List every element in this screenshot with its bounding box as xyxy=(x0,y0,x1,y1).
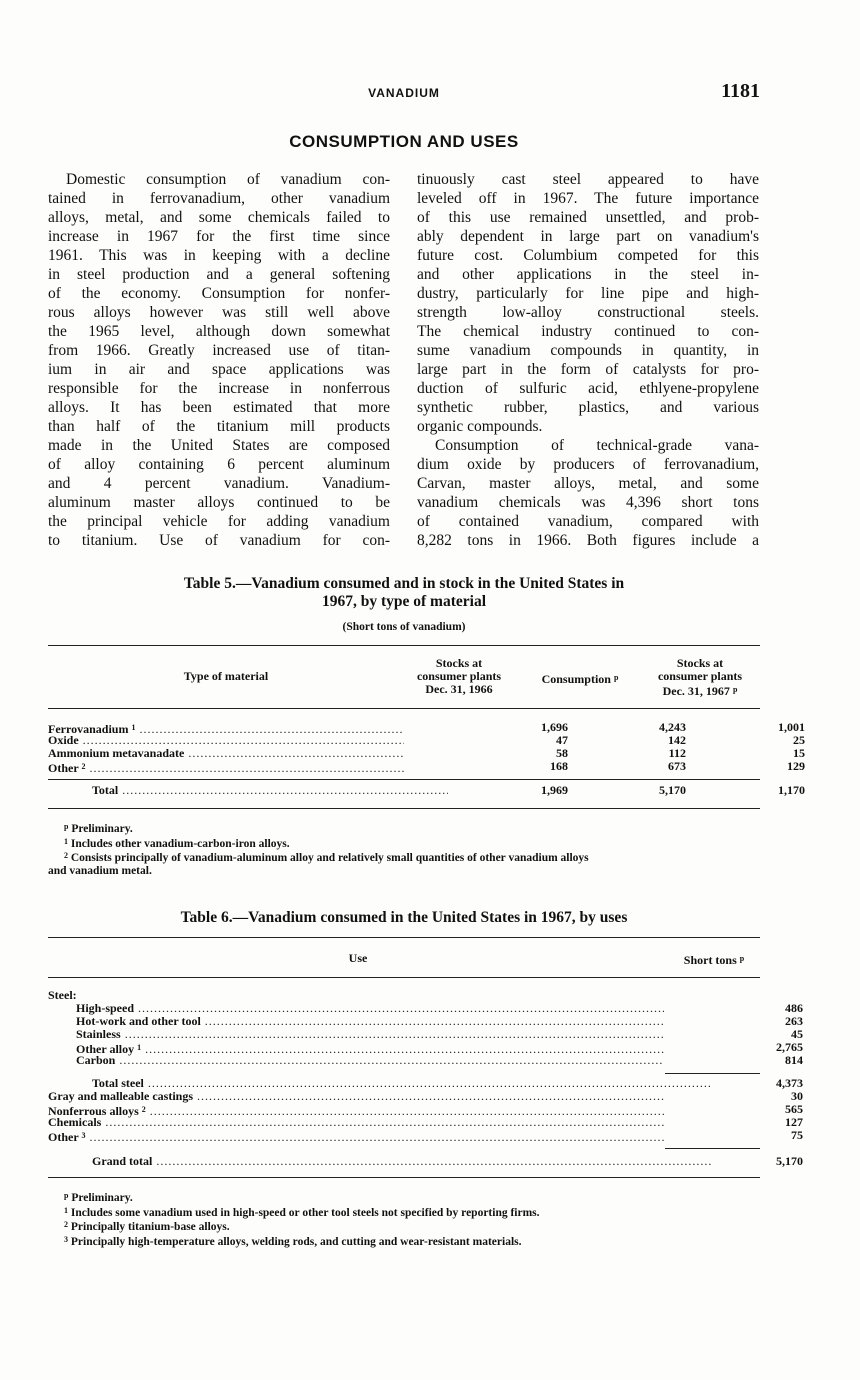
table6-row-label-text: High-speed xyxy=(76,1002,135,1015)
table6-steel-row xyxy=(48,1014,803,1028)
table6-steel-heading-text: Steel: xyxy=(48,988,77,1002)
table5-footnote-continuation: and vanadium metal. xyxy=(48,864,152,877)
table5-top-rule xyxy=(48,645,760,646)
table5-total-label-text: Total xyxy=(92,784,119,797)
table5-col-stocks-1966-l2: consumer plants xyxy=(416,669,502,683)
body-text-line: dustry, particularly for line pipe and high- xyxy=(417,285,759,302)
table5-row-consumption: 4,243 xyxy=(659,720,686,734)
table5-col-type: Type of material xyxy=(183,669,269,683)
table5-row-label-text: Oxide xyxy=(48,734,79,747)
table6-row xyxy=(48,1128,803,1144)
body-text-line: made in the United States are composed xyxy=(48,437,390,454)
table5-row-consumption: 142 xyxy=(668,733,686,747)
footnote-text: Preliminary. xyxy=(71,823,133,835)
footnote-mark: 1 xyxy=(64,1205,68,1215)
table6-grand-total-row xyxy=(48,1154,803,1168)
table6-row-label xyxy=(76,1015,664,1028)
table5-col-stocks-1966-l1: Stocks at xyxy=(435,656,483,670)
table5-row xyxy=(48,720,805,736)
table5-total-rule xyxy=(48,779,760,780)
table6-row-label-text: Chemicals xyxy=(48,1116,102,1129)
table6-caption: Table 6.—Vanadium consumed in the United States in 1967, by uses xyxy=(180,909,628,926)
table5-row-consumption: 673 xyxy=(668,759,686,773)
table6-steel-row xyxy=(48,1053,803,1067)
body-text-line: of this use remained unsettled, and prob- xyxy=(417,209,759,226)
table6-row-value: 2,765 xyxy=(776,1040,803,1054)
table5-col-consumption-label: Consumption xyxy=(541,672,611,686)
table6-footnote xyxy=(48,1234,760,1249)
table6-row-label xyxy=(48,1090,664,1103)
body-text-line: 8,282 tons in 1966. Both figures include a xyxy=(417,532,759,549)
table5-row-label xyxy=(48,760,404,775)
table5-total-label xyxy=(92,784,448,797)
table5-row xyxy=(48,733,805,747)
footnote-ref: 3 xyxy=(81,1131,86,1140)
table5-col-stocks-1966 xyxy=(398,657,520,696)
table6-steel-row xyxy=(48,1040,803,1056)
body-text-line: and other applications in the steel in- xyxy=(417,266,759,283)
body-text-line: of contained vanadium, compared with xyxy=(417,513,759,530)
body-text-line: synthetic rubber, plastics, and various xyxy=(417,399,759,416)
table5-row xyxy=(48,759,805,775)
body-text-line: of the economy. Consumption for nonfer- xyxy=(48,285,390,302)
table6-row-value: 565 xyxy=(785,1102,803,1116)
footnote-text: Principally high-temperature alloys, welding rods, and cutting and wear-resistant materials. xyxy=(70,1235,522,1248)
table5-row-stocks-1967: 129 xyxy=(787,759,805,773)
table6-footnote xyxy=(48,1205,760,1220)
footnote-mark: 2 xyxy=(64,1220,68,1229)
body-text-line: 1961. This was in keeping with a decline xyxy=(48,247,390,264)
body-text-line: the 1965 level, although down somewhat xyxy=(48,323,390,340)
table5-total-stocks-1967: 1,170 xyxy=(778,783,805,797)
table6-col-use: Use xyxy=(348,951,368,965)
table6-header-rule xyxy=(48,977,760,978)
table6-col-short-tons-label: Short tons xyxy=(683,953,737,967)
running-title: VANADIUM xyxy=(368,86,440,100)
table5-row-stocks-1966: 168 xyxy=(550,759,568,773)
table6-grandtotal-rule xyxy=(665,1148,760,1149)
table5-footnote xyxy=(48,850,760,865)
table6-grand-total-label xyxy=(92,1155,712,1168)
body-text-line: vanadium chemicals was 4,396 short tons xyxy=(417,494,759,511)
table5-col-stocks-1967-l1: Stocks at xyxy=(676,656,724,670)
table6-row-value: 75 xyxy=(791,1128,803,1142)
body-text-line: ably dependent in large part on vanadium's xyxy=(417,228,759,245)
body-text-line: large part in the form of catalysts for pro- xyxy=(417,361,759,378)
footnote-mark: 1 xyxy=(64,836,68,846)
table6-total-steel-row xyxy=(48,1076,803,1090)
table5-caption-line2: 1967, by type of material xyxy=(321,593,486,610)
table5-row-stocks-1967: 15 xyxy=(793,746,805,760)
body-column-right xyxy=(417,170,759,550)
table5-row-label-text: Ferrovanadium xyxy=(48,722,129,736)
table5-col-stocks-1967-l3-wrap xyxy=(640,683,760,698)
table5-row-stocks-1966: 58 xyxy=(556,746,568,760)
table5-total-stocks-1966: 1,969 xyxy=(541,783,568,797)
body-text-line: responsible for the increase in nonferrous xyxy=(48,380,390,397)
section-title: CONSUMPTION AND USES xyxy=(289,132,519,151)
body-text-line: duction of sulfuric acid, ethlyene-propylene xyxy=(417,380,759,397)
body-text-line: strength low-alloy constructional steels. xyxy=(417,304,759,321)
table5-row-stocks-1966: 47 xyxy=(556,733,568,747)
footnote-mark: p xyxy=(64,1191,69,1200)
table6-bottom-rule xyxy=(48,1177,760,1178)
table6-row-label-text: Hot-work and other tool xyxy=(76,1015,201,1028)
table5-unit: (Short tons of vanadium) xyxy=(342,621,466,633)
table5-col-stocks-1967 xyxy=(640,657,760,698)
table6-prelim-mark: p xyxy=(739,954,745,963)
table6-row-label xyxy=(76,1002,664,1015)
body-text-line: The chemical industry continued to con- xyxy=(417,323,759,340)
table6-footnote xyxy=(48,1219,760,1234)
table5-row-label-text: Ammonium metavanadate xyxy=(48,747,185,760)
table5-footnotes xyxy=(48,821,760,877)
body-text-line: Domestic consumption of vanadium con- xyxy=(66,171,390,188)
table6-row-value: 486 xyxy=(785,1001,803,1015)
table6-row-value: 127 xyxy=(785,1115,803,1129)
body-text-line: alloys. It has been estimated that more xyxy=(48,399,390,416)
table5-row-stocks-1966: 1,696 xyxy=(541,720,568,734)
body-text-line: tained in ferrovanadium, other vanadium xyxy=(48,190,390,207)
body-text-line: sume vanadium compounds in quantity, in xyxy=(417,342,759,359)
body-text-line: leveled off in 1967. The future importance xyxy=(417,190,759,207)
table5-row-stocks-1967: 25 xyxy=(793,733,805,747)
footnote-text: Preliminary. xyxy=(71,1192,133,1204)
table6-row-value: 263 xyxy=(785,1014,803,1028)
table6-total-steel-label-text: Total steel xyxy=(92,1077,144,1090)
running-head xyxy=(48,80,760,106)
table5-row-stocks-1967: 1,001 xyxy=(778,720,805,734)
body-text-line: of alloy containing 6 percent aluminum xyxy=(48,456,390,473)
body-text-line: than half of the titanium mill products xyxy=(48,418,390,435)
table5-row-consumption: 112 xyxy=(668,746,686,760)
table6-col-short-tons xyxy=(668,952,760,967)
table5-footnote xyxy=(48,821,760,836)
table5-row-label xyxy=(48,734,404,747)
footnote-ref: 1 xyxy=(131,723,136,732)
table6-steel-row xyxy=(48,1027,803,1041)
body-text-line: increase in 1967 for the first time since xyxy=(48,228,390,245)
footnote-mark: 2 xyxy=(64,851,68,860)
table5-total-consumption: 5,170 xyxy=(659,783,686,797)
table5-row xyxy=(48,746,805,760)
table6-footnote xyxy=(48,1190,760,1205)
table5-col-stocks-1967-l2: consumer plants xyxy=(657,669,743,683)
table6-row xyxy=(48,1089,803,1103)
footnote-ref: 1 xyxy=(137,1043,142,1052)
table6-row-label-text: Nonferrous alloys xyxy=(48,1104,139,1118)
table5-caption xyxy=(48,575,760,611)
table6-row-label-text: Carbon xyxy=(76,1054,116,1067)
page-number: 1181 xyxy=(721,80,760,102)
table6-row-label xyxy=(48,1129,664,1144)
table5-row-label xyxy=(48,747,404,760)
footnote-text: Consists principally of vanadium-aluminum alloy and relatively small quantities of other vanadium alloys xyxy=(70,852,589,864)
table6-row xyxy=(48,1115,803,1129)
table6-row-value: 30 xyxy=(791,1089,803,1103)
body-column-left xyxy=(48,170,390,550)
body-text-line: aluminum master alloys continued to be xyxy=(48,494,390,511)
table6-footnotes xyxy=(48,1190,760,1248)
footnote-ref: 2 xyxy=(81,762,86,771)
table6-subtotal-rule xyxy=(665,1073,760,1074)
footnote-text: Includes some vanadium used in high-speed or other tool steels not specified by reporting firms. xyxy=(70,1206,540,1219)
table6-row-label-text: Other xyxy=(48,1130,79,1144)
table5-bottom-rule xyxy=(48,808,760,809)
table6-row-label-text: Gray and malleable castings xyxy=(48,1090,194,1103)
table5-header-rule xyxy=(48,708,760,709)
table6-top-rule xyxy=(48,937,760,938)
footnote-mark: 3 xyxy=(64,1234,68,1244)
table6-steel-row xyxy=(48,1001,803,1015)
table5-caption-line1: Table 5.—Vanadium consumed and in stock in the United States in xyxy=(183,575,625,592)
table6-total-steel-label xyxy=(92,1077,712,1090)
table5-col-consumption xyxy=(522,671,638,686)
body-text-line: alloys, metal, and some chemicals failed to xyxy=(48,209,390,226)
table6-grand-total-label-text: Grand total xyxy=(92,1155,153,1168)
table6-row-label-text: Other alloy xyxy=(76,1042,135,1056)
body-text-line: organic compounds. xyxy=(417,418,543,435)
table6-steel-heading xyxy=(48,989,760,1002)
table5-total-row xyxy=(48,783,805,797)
table6-row-label-text: Stainless xyxy=(76,1028,121,1041)
body-text-line: to titanium. Use of vanadium for con- xyxy=(48,532,390,549)
table5-prelim-mark-2: p xyxy=(732,685,738,694)
table6-row-value: 814 xyxy=(785,1053,803,1067)
table5-col-stocks-1966-l3: Dec. 31, 1966 xyxy=(425,682,493,696)
body-text-line: ium in air and space applications was xyxy=(48,361,390,378)
body-text-line: dium oxide by producers of ferrovanadium, xyxy=(417,456,759,473)
footnote-mark: p xyxy=(64,822,69,831)
body-text-line: rous alloys however was still well above xyxy=(48,304,390,321)
body-text-line: in steel production and a general softening xyxy=(48,266,390,283)
table5-col-stocks-1967-l3: Dec. 31, 1967 xyxy=(662,684,730,698)
body-text-line: the principal vehicle for adding vanadium xyxy=(48,513,390,530)
footnote-ref: 2 xyxy=(141,1105,146,1114)
body-text-line: tinuously cast steel appeared to have xyxy=(417,171,759,188)
table6-row-label xyxy=(48,1116,664,1129)
body-text-line: and 4 percent vanadium. Vanadium- xyxy=(48,475,390,492)
table5-prelim-mark: p xyxy=(613,673,619,682)
body-text-line: future cost. Columbium competed for this xyxy=(417,247,759,264)
table5-footnote xyxy=(48,836,760,851)
table5-row-label-text: Other xyxy=(48,761,79,775)
table6-row-label xyxy=(76,1054,664,1067)
footnote-text: Includes other vanadium-carbon-iron alloys. xyxy=(70,837,290,850)
table6-row-label xyxy=(76,1028,664,1041)
body-text-line: Consumption of technical-grade vana- xyxy=(435,437,759,454)
body-text-line: from 1966. Greatly increased use of titan- xyxy=(48,342,390,359)
table6-row xyxy=(48,1102,803,1118)
table6-grand-total-value: 5,170 xyxy=(776,1154,803,1168)
body-text-line: Carvan, master alloys, metal, and some xyxy=(417,475,759,492)
footnote-text: Principally titanium-base alloys. xyxy=(70,1221,230,1233)
table6-row-value: 45 xyxy=(791,1027,803,1041)
table6-total-steel-value: 4,373 xyxy=(776,1076,803,1090)
